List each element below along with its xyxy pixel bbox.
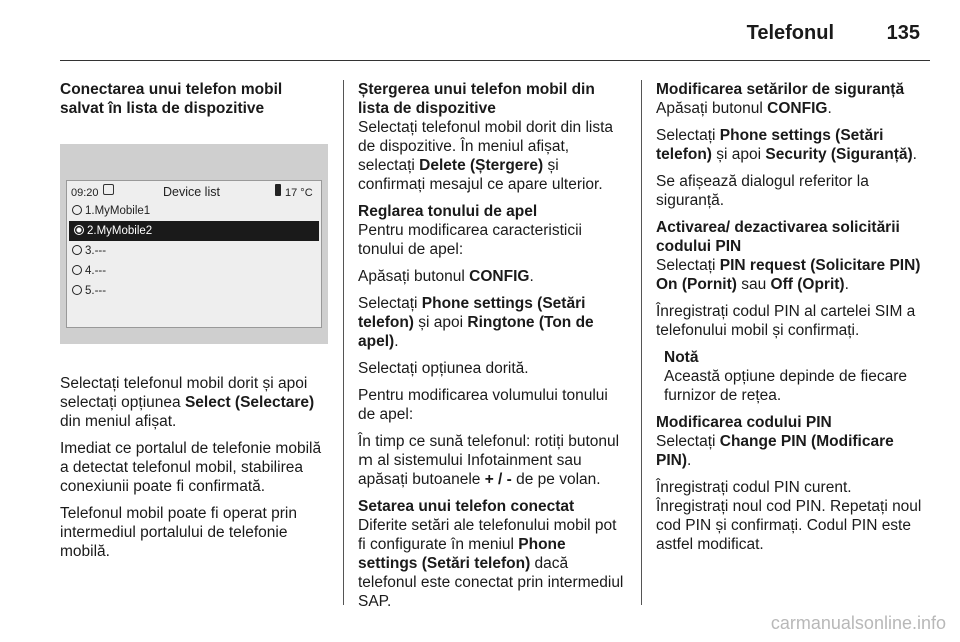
paragraph: Selectați Change PIN (Modificare PIN). (656, 433, 894, 469)
section-heading: Ștergerea unui telefon mobil din lista de dispozitive (358, 81, 595, 117)
section-heading: Activarea/ dezactivarea solicitării codului PIN (656, 219, 900, 255)
paragraph: Selectați telefonul mobil dorit și apoi selectați opțiunea Select (Selectare) din meniul afișat. (60, 375, 315, 430)
page-header (30, 22, 930, 52)
device-list-item[interactable]: 3.--- (67, 241, 321, 261)
watermark: carmanualsonline.info (770, 613, 946, 633)
note-box (664, 348, 928, 405)
paragraph: Selectați Phone settings (Setări telefon) și apoi Ringtone (Ton de apel). (358, 295, 594, 350)
paragraph: Selectați PIN request (Solicitare PIN) On (Pornit) sau Off (Oprit). (656, 257, 921, 293)
paragraph: Se afișează dialogul referitor la siguranță. (656, 173, 869, 209)
section-pin-request (656, 218, 928, 340)
paragraph: Înregistrați codul PIN al cartelei SIM a telefonului mobil și confirmați. (656, 303, 916, 339)
note-text: Această opțiune depinde de fiecare furnizor de rețea. (664, 368, 908, 404)
radio-off-icon (72, 265, 82, 275)
radio-off-icon (72, 205, 82, 215)
section-heading: Reglarea tonului de apel (358, 203, 538, 220)
device-list-item[interactable]: 4.--- (67, 261, 321, 281)
paragraph: Pentru modificarea volumului tonului de apel: (358, 387, 608, 423)
page-title: Telefonul (746, 22, 834, 44)
section-heading: Modificarea codului PIN (656, 414, 832, 431)
column-3 (656, 80, 928, 562)
screen-status-bar (67, 181, 321, 201)
section-heading: Modificarea setărilor de siguranță (656, 81, 905, 98)
paragraph: Pentru modificarea caracteristicii tonului de apel: (358, 222, 582, 258)
column-1 (60, 80, 328, 569)
paragraph: Apăsați butonul CONFIG. (656, 100, 832, 117)
paragraph: Imediat ce portalul de telefonie mobilă a detectat telefonul mobil, stabilirea conexiunii poate fi confirmată. (60, 440, 322, 495)
column-divider-2 (641, 80, 642, 605)
screen-display (66, 180, 322, 328)
section-ringtone (358, 202, 628, 489)
paragraph: Telefonul mobil poate fi operat prin intermediul portalului de telefonie mobilă. (60, 505, 297, 560)
device-list-screenshot (60, 144, 328, 344)
section-security (656, 80, 928, 210)
device-list-item[interactable]: 5.--- (67, 281, 321, 301)
note-heading: Notă (664, 349, 699, 366)
paragraph: Diferite setări ale telefonului mobil pot fi configurate în meniul Phone settings (Setări telefon) dacă telefonul este conectat prin intermediul SAP. (358, 517, 624, 610)
radio-on-icon (74, 225, 84, 235)
device-list-item[interactable]: 1.MyMobile1 (67, 201, 321, 221)
section-heading: Conectarea unui telefon mobil salvat în lista de dispozitive (60, 81, 283, 117)
paragraph: Selectați Phone settings (Setări telefon) și apoi Security (Siguranță). (656, 127, 917, 163)
column-2 (358, 80, 628, 619)
screen-temperature: 17 °C (285, 187, 313, 199)
phone-icon (275, 184, 281, 196)
paragraph: În timp ce sună telefonul: rotiți butonul m al sistemului Infotainment sau apăsați butoanele + / - de pe volan. (358, 433, 620, 488)
paragraph: Apăsați butonul CONFIG. (358, 268, 534, 285)
section-delete-phone (358, 80, 628, 194)
volume-knob-icon: m (358, 451, 374, 469)
screen-title: Device list (163, 185, 220, 199)
section-change-pin (656, 413, 928, 554)
paragraph: Selectați opțiunea dorită. (358, 360, 529, 377)
screen-time: 09:20 (71, 187, 99, 199)
radio-off-icon (72, 285, 82, 295)
clock-icon (103, 184, 114, 195)
radio-off-icon (72, 245, 82, 255)
section-heading: Setarea unui telefon conectat (358, 498, 575, 515)
column-divider-1 (343, 80, 344, 605)
header-rule (60, 60, 930, 61)
device-list-item-selected[interactable]: 2.MyMobile2 (69, 221, 319, 241)
paragraph: Înregistrați noul cod PIN. Repetați noul cod PIN și confirmați. Codul PIN este astfel modificat. (656, 498, 922, 553)
paragraph: Înregistrați codul PIN curent. (656, 479, 852, 496)
page-number: 135 (886, 22, 920, 44)
paragraph: Selectați telefonul mobil dorit din lista de dispozitive. În meniul afișat, selectați Delete (Ștergere) și confirmați mesajul ce apare ulterior. (358, 119, 614, 193)
section-connected-phone (358, 497, 628, 611)
